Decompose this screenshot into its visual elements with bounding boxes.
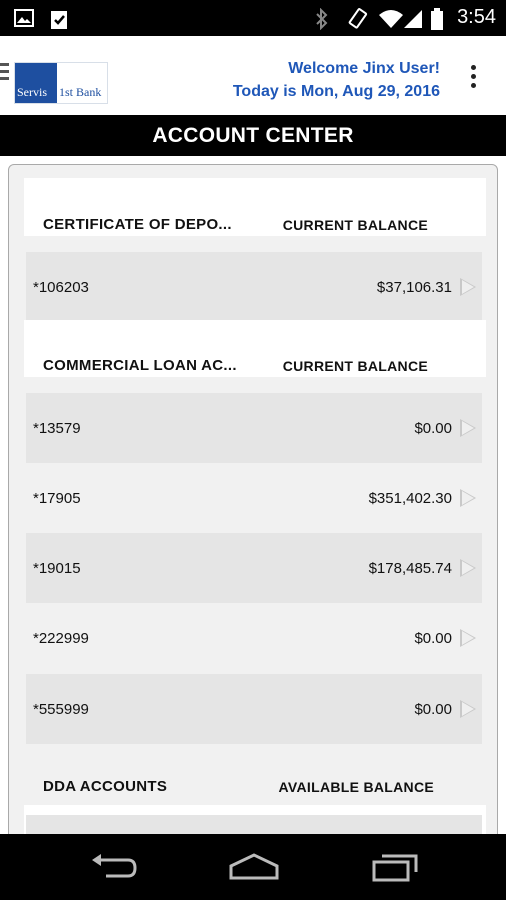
account-row[interactable] [26,674,482,744]
page-title: ACCOUNT CENTER [0,115,506,156]
wifi-icon [378,8,404,30]
account-balance: $0.00 [414,701,452,718]
account-number: *13579 [33,420,81,437]
clock: 3:54 [457,6,496,28]
section-name: CERTIFICATE OF DEPO... [43,216,232,233]
account-balance: $0.00 [414,420,452,437]
account-row[interactable] [26,533,482,603]
logo-part2: 1st Bank [57,63,107,103]
account-number: *106203 [33,279,89,296]
back-icon[interactable] [88,852,138,882]
section-name: COMMERCIAL LOAN AC... [43,357,237,374]
section-balance-label: CURRENT BALANCE [282,358,428,374]
account-number: *19015 [33,560,81,577]
recent-apps-icon[interactable] [370,852,420,882]
account-list[interactable] [8,164,498,844]
app-header [0,36,506,115]
account-number: *555999 [33,701,89,718]
account-balance: $0.00 [414,630,452,647]
system-nav-bar [0,834,506,900]
welcome-block [233,57,440,103]
account-balance: $178,485.74 [368,560,452,577]
battery-icon [430,8,444,30]
overflow-menu-icon[interactable] [468,65,478,92]
clipboard-check-icon [48,8,70,30]
welcome-text: Welcome Jinx User! [288,60,440,77]
image-icon [14,8,34,28]
account-number: *17905 [33,490,81,507]
section-header-commercial-loan [24,350,486,380]
section-header-dda [24,771,486,801]
bluetooth-icon [314,8,330,30]
account-row[interactable] [26,463,482,533]
status-bar [0,0,506,36]
home-icon[interactable] [227,852,281,882]
section-balance-label: CURRENT BALANCE [282,217,428,233]
bank-logo [14,62,108,104]
section-balance-label: AVAILABLE BALANCE [278,779,434,795]
logo-part1: Servis [15,63,57,103]
account-balance: $351,402.30 [368,490,452,507]
account-balance: $37,106.31 [376,279,452,296]
section-name: DDA ACCOUNTS [43,778,168,795]
account-row[interactable] [26,393,482,463]
account-row[interactable] [26,252,482,322]
rotate-icon [347,8,369,30]
account-number: *222999 [33,630,89,647]
section-header-certificate [24,209,486,239]
account-row[interactable] [26,603,482,673]
signal-icon [402,8,424,30]
date-text: Today is Mon, Aug 29, 2016 [232,83,440,100]
menu-icon[interactable] [0,63,9,84]
